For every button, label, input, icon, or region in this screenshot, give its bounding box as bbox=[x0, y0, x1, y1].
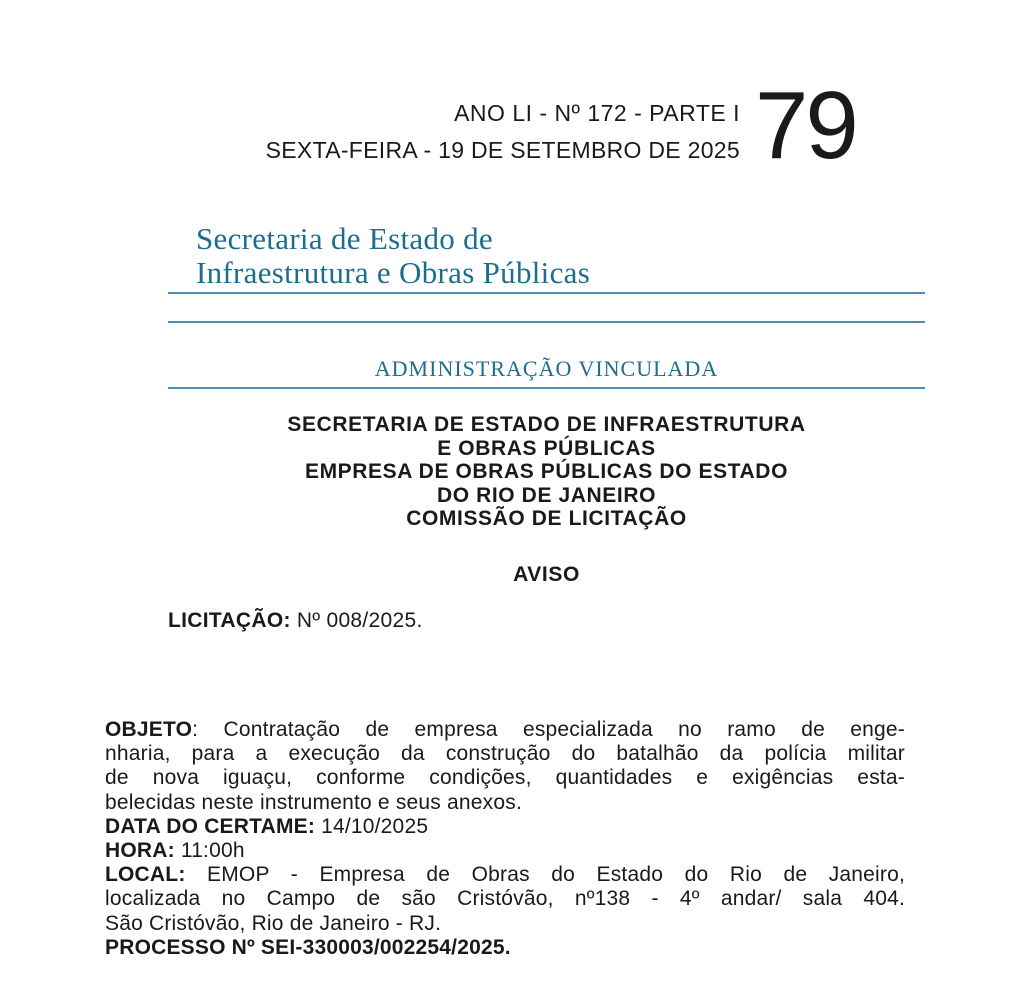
data-value: 14/10/2025 bbox=[315, 814, 429, 838]
licitacao-value: Nº 008/2025. bbox=[290, 609, 423, 632]
local-line: localizada no Campo de são Cristóvão, nº138 - 4º andar/ sala 404. bbox=[105, 887, 905, 911]
data-label: DATA DO CERTAME: bbox=[105, 814, 316, 838]
licitacao-line bbox=[168, 609, 423, 633]
local-label: LOCAL: bbox=[105, 863, 186, 887]
objeto-line: belecidas neste instrumento e seus anexos. bbox=[105, 790, 522, 814]
local-line bbox=[105, 863, 905, 887]
objeto-label: OBJETO bbox=[105, 718, 193, 741]
objeto-line bbox=[105, 718, 905, 742]
divider-rule bbox=[168, 292, 925, 294]
divider-rule bbox=[168, 387, 925, 389]
hora-label: HORA: bbox=[105, 839, 175, 863]
section-title-line1: Secretaria de Estado de bbox=[196, 221, 493, 256]
data-certame-line bbox=[105, 815, 905, 839]
hora-value: 11:00h bbox=[174, 839, 245, 863]
org-line: SECRETARIA DE ESTADO DE INFRAESTRUTURA bbox=[287, 413, 806, 436]
org-line: DO RIO DE JANEIRO bbox=[436, 483, 657, 507]
licitacao-label: LICITAÇÃO: bbox=[168, 609, 291, 632]
notice-body bbox=[105, 718, 905, 960]
processo-line bbox=[105, 936, 905, 960]
hora-line bbox=[105, 839, 905, 863]
organization-block bbox=[168, 413, 925, 531]
objeto-line: nharia, para a execução da construção do batalhão da polícia militar bbox=[105, 742, 905, 766]
org-line: COMISSÃO DE LICITAÇÃO bbox=[406, 507, 687, 530]
local-line: São Cristóvão, Rio de Janeiro - RJ. bbox=[105, 911, 442, 935]
publication-date: SEXTA-FEIRA - 19 DE SETEMBRO DE 2025 bbox=[265, 137, 740, 163]
notice-heading: AVISO bbox=[513, 563, 580, 586]
edition-info: ANO LI - Nº 172 - PARTE I bbox=[454, 100, 740, 126]
subsection-title: ADMINISTRAÇÃO VINCULADA bbox=[374, 356, 719, 381]
local-text: EMOP - Empresa de Obras do Estado do Rio de Janeiro, bbox=[185, 863, 905, 887]
section-title bbox=[196, 222, 816, 290]
section-title-line2: Infraestrutura e Obras Públicas bbox=[196, 255, 591, 290]
objeto-line: de nova iguaçu, conforme condições, quantidades e exigências esta- bbox=[105, 766, 905, 790]
divider-rule bbox=[168, 321, 925, 323]
org-line: E OBRAS PÚBLICAS bbox=[437, 436, 656, 460]
processo-number: PROCESSO Nº SEI-330003/002254/2025. bbox=[105, 935, 511, 959]
page-number: 79 bbox=[755, 72, 856, 179]
org-line: EMPRESA DE OBRAS PÚBLICAS DO ESTADO bbox=[304, 460, 789, 483]
objeto-text: : Contratação de empresa especializada no ramo de enge- bbox=[192, 718, 905, 741]
